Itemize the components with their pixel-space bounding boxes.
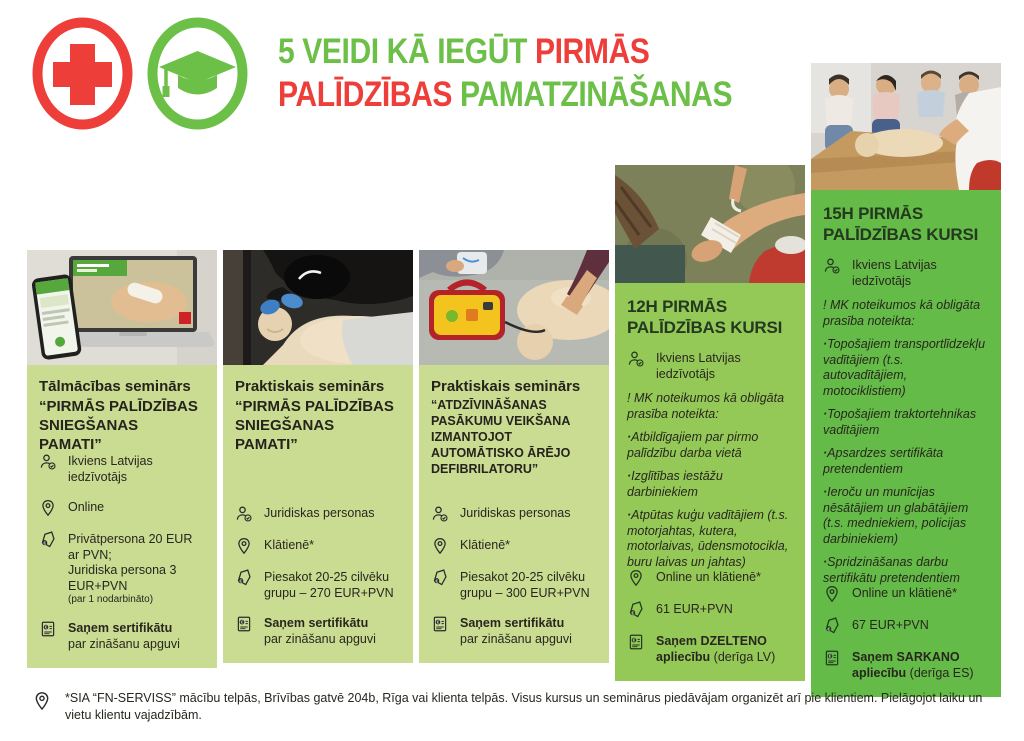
- svg-text:€: €: [827, 627, 831, 633]
- course-title: “ATDZĪVINĀŠANAS PASĀKUMU VEIKŠANA IZMANTOJOT AUTOMĀTISKO ĀRĒJO DEFIBRILATORU”: [431, 398, 571, 476]
- course-title: “PIRMĀS PALĪDZĪBAS SNIEGŠANAS PAMATI”: [235, 398, 394, 453]
- svg-text:€: €: [239, 579, 243, 585]
- audience-row: [39, 454, 205, 485]
- photo-cpr-manikin: [223, 250, 413, 365]
- certificate-row: [627, 634, 793, 665]
- graduation-cap-icon: [145, 16, 250, 131]
- price-row: [39, 532, 205, 606]
- person-check-icon: [431, 505, 449, 523]
- svg-text:€: €: [632, 637, 636, 643]
- price-row: [431, 570, 597, 601]
- person-check-icon: [39, 453, 57, 471]
- location-text: Online un klātienē*: [656, 570, 761, 584]
- price-tag-icon: [627, 601, 645, 619]
- audience-text: Ikviens Latvijas iedzīvotājs: [656, 351, 741, 381]
- requirement-note: ! MK noteikumos kā obligāta prasība noteikta:: [823, 298, 981, 328]
- price-text: Piesakot 20-25 cilvēku: [460, 570, 586, 584]
- svg-text:€: €: [631, 611, 635, 617]
- requirement-list: [823, 337, 989, 586]
- price-tag-icon: [431, 569, 449, 587]
- course-title: 12H PIRMĀS PALĪDZĪBAS KURSI: [627, 297, 783, 337]
- title-part-green-2: PAMATZINĀŠANAS: [460, 75, 733, 114]
- audience-row: [431, 506, 597, 523]
- map-pin-icon: [32, 691, 52, 711]
- certificate-rest: par zināšanu apguvi: [264, 631, 376, 646]
- course-type: Praktiskais seminārs: [431, 378, 581, 395]
- header: [30, 16, 806, 131]
- price-text: grupu – 300 EUR+PVN: [460, 585, 590, 600]
- price-text: Piesakot 20-25 cilvēku: [264, 570, 390, 584]
- price-text: 67 EUR+PVN: [852, 618, 929, 632]
- footer-text: *SIA “FN-SERVISS” mācību telpās, Brīvības gatvē 204b, Rīga vai klienta telpās. Visus kursus un seminārus piedāvājam organizēt arī pie klientiem. Pielāgojot laiku un vietu klientu vajadzībām.: [65, 691, 983, 722]
- certificate-row: [431, 616, 597, 647]
- certificate-bold: Saņem SARKANO apliecību: [852, 650, 960, 680]
- price-note: (par 1 nodarbināto): [68, 594, 154, 605]
- requirement-item: · Ieroču un munīcijas nēsātājiem un glabātājiem (t.s. medniekiem, policijas darbiniekiem): [823, 485, 989, 547]
- certificate-text: [656, 634, 793, 665]
- certificate-rest: par zināšanu apguvi: [460, 631, 572, 646]
- svg-text:€: €: [436, 619, 440, 625]
- certificate-rest: par zināšanu apguvi: [68, 636, 180, 651]
- requirement-item: · Atbildīgajiem par pirmo palīdzību darba vietā: [627, 430, 793, 461]
- course-type: Praktiskais seminārs: [235, 378, 385, 395]
- price-row: [627, 602, 793, 619]
- certificate-row: [823, 650, 989, 681]
- svg-text:€: €: [435, 579, 439, 585]
- certificate-rest: (derīga LV): [713, 649, 776, 664]
- audience-text: Ikviens Latvijas iedzīvotājs: [68, 454, 153, 484]
- requirement-item: · Topošajiem transportlīdzekļu vadītājiem (t.s. autovadītājiem, motociklistiem): [823, 337, 989, 399]
- location-row: [823, 586, 989, 603]
- requirement-list: [627, 430, 793, 570]
- audience-row: [235, 506, 401, 523]
- photo-laptop-phone-course: [27, 250, 217, 365]
- svg-text:€: €: [44, 624, 48, 630]
- requirement-item: · Spridzināšanas darbu sertifikātu pretendentiem: [823, 555, 989, 586]
- audience-row: [627, 351, 793, 382]
- audience-text: Juridiskas personas: [264, 506, 375, 520]
- requirement-item: · Atpūtas kuģu vadītājiem (t.s. motorjahtas, kutera, motorlaivas, ūdensmotocikla, buru laivas un jahtas): [627, 508, 793, 570]
- location-row: [39, 500, 205, 517]
- certificate-text: [264, 616, 376, 647]
- certificate-row: [39, 621, 205, 652]
- requirement-item: · Apsardzes sertifikāta pretendentiem: [823, 446, 989, 477]
- photo-aed-training: [419, 250, 609, 365]
- course-column-practical-seminar: [223, 250, 413, 663]
- course-column-15h-courses: [811, 63, 1001, 680]
- map-pin-icon: [39, 499, 57, 517]
- price-tag-icon: [39, 531, 57, 549]
- footer-note: [32, 690, 994, 723]
- course-column-aed-seminar: [419, 250, 609, 663]
- title-part-green-1: 5 VEIDI KĀ IEGŪT: [278, 32, 528, 71]
- course-type: Tālmācības seminārs: [39, 378, 191, 395]
- price-row: [823, 618, 989, 635]
- price-row: [235, 570, 401, 601]
- map-pin-icon: [627, 569, 645, 587]
- person-check-icon: [235, 505, 253, 523]
- location-row: [235, 538, 401, 555]
- price-text: grupu – 270 EUR+PVN: [264, 585, 394, 600]
- location-row: [431, 538, 597, 555]
- requirement-item: · Izglītības iestāžu darbiniekiem: [627, 469, 793, 500]
- location-text: Online un klātienē*: [852, 586, 957, 600]
- price-text: Privātpersona 20 EUR ar PVN;: [68, 532, 193, 562]
- audience-row: [823, 258, 989, 289]
- title-part-red-2: PALĪDZĪBAS: [278, 75, 453, 114]
- photo-arm-bandaging: [615, 165, 805, 283]
- page-title: [278, 30, 806, 116]
- certificate-text: [68, 621, 180, 652]
- location-text: Klātienē*: [460, 538, 511, 552]
- location-text: Klātienē*: [264, 538, 315, 552]
- certificate-icon: [39, 620, 57, 638]
- audience-text: Ikviens Latvijas iedzīvotājs: [852, 258, 937, 288]
- person-check-icon: [823, 257, 841, 275]
- svg-text:€: €: [43, 541, 47, 547]
- photo-classroom-cpr: [811, 63, 1001, 190]
- map-pin-icon: [431, 537, 449, 555]
- certificate-bold: Saņem sertifikātu: [264, 616, 369, 630]
- certificate-icon: [235, 615, 253, 633]
- price-tag-icon: [235, 569, 253, 587]
- course-title: 15H PIRMĀS PALĪDZĪBAS KURSI: [823, 204, 979, 244]
- certificate-bold: Saņem DZELTENO apliecību: [656, 634, 767, 664]
- certificate-bold: Saņem sertifikātu: [460, 616, 565, 630]
- red-cross-icon: [30, 16, 135, 131]
- course-title: “PIRMĀS PALĪDZĪBAS SNIEGŠANAS PAMATI”: [39, 398, 198, 453]
- map-pin-icon: [823, 585, 841, 603]
- certificate-text: [852, 650, 989, 681]
- certificate-bold: Saņem sertifikātu: [68, 621, 173, 635]
- certificate-text: [460, 616, 572, 647]
- certificate-icon: [823, 649, 841, 667]
- course-column-12h-courses: [615, 165, 805, 663]
- price-text: Juridiska persona 3 EUR+PVN: [68, 563, 177, 593]
- svg-text:€: €: [828, 653, 832, 659]
- location-text: Online: [68, 500, 105, 514]
- certificate-icon: [431, 615, 449, 633]
- svg-text:€: €: [240, 619, 244, 625]
- requirement-item: · Topošajiem traktortehnikas vadītājiem: [823, 407, 989, 438]
- certificate-rest: (derīga ES): [909, 665, 974, 680]
- audience-text: Juridiskas personas: [460, 506, 571, 520]
- certificate-icon: [627, 633, 645, 651]
- location-row: [627, 570, 793, 587]
- map-pin-icon: [235, 537, 253, 555]
- certificate-row: [235, 616, 401, 647]
- course-column-distance-seminar: [27, 250, 217, 663]
- title-part-red-1: PIRMĀS: [534, 32, 650, 71]
- person-check-icon: [627, 350, 645, 368]
- requirement-note: ! MK noteikumos kā obligāta prasība noteikta:: [627, 391, 785, 421]
- price-text: 61 EUR+PVN: [656, 602, 733, 616]
- price-tag-icon: [823, 617, 841, 635]
